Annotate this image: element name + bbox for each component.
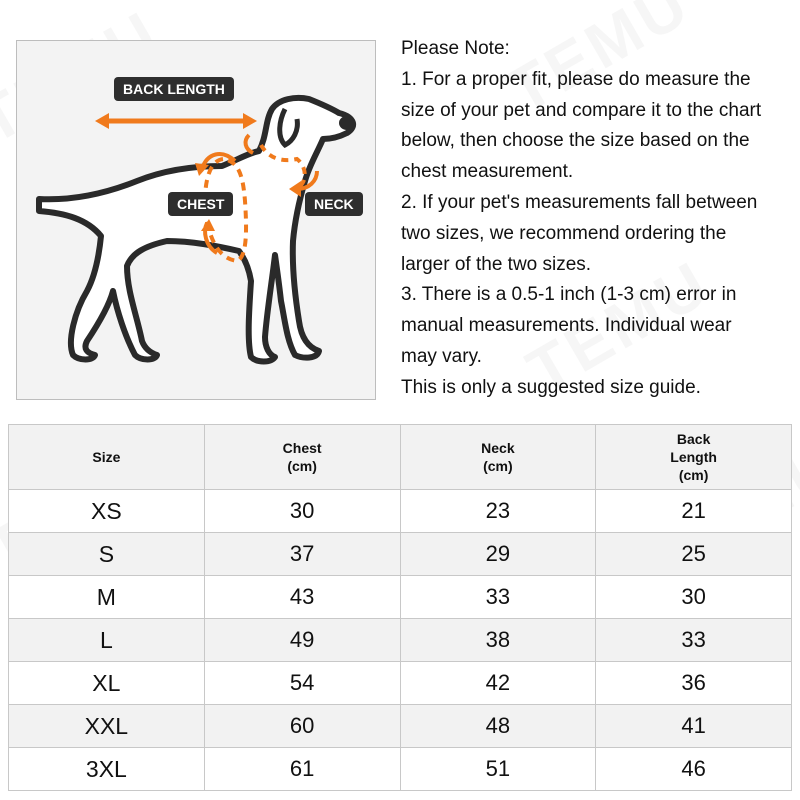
table-row (9, 533, 792, 576)
note-line: 2. If your pet's measurements fall between (401, 191, 758, 213)
neck-label: NECK (305, 192, 363, 216)
chest-cell: 61 (204, 748, 400, 791)
table-row (9, 662, 792, 705)
size-cell: XS (9, 490, 205, 533)
neck-cell: 38 (400, 619, 596, 662)
note-line: 1. For a proper fit, please do measure the (401, 68, 751, 90)
size-note (401, 34, 796, 404)
table-row (9, 705, 792, 748)
size-chart-table (8, 424, 792, 791)
header-back-length: Back Length (cm) (596, 425, 792, 490)
size-cell: 3XL (9, 748, 205, 791)
header-chest: Chest (cm) (204, 425, 400, 490)
back-length-cell: 36 (596, 662, 792, 705)
back-length-cell: 41 (596, 705, 792, 748)
note-line: two sizes, we recommend ordering the (401, 222, 727, 244)
note-line: may vary. (401, 345, 482, 367)
note-line: chest measurement. (401, 161, 574, 183)
note-line: This is only a suggested size guide. (401, 376, 701, 398)
table-row (9, 619, 792, 662)
size-cell: S (9, 533, 205, 576)
neck-cell: 23 (400, 490, 596, 533)
chest-cell: 37 (204, 533, 400, 576)
back-length-cell: 21 (596, 490, 792, 533)
chest-cell: 54 (204, 662, 400, 705)
table-row (9, 576, 792, 619)
back-length-cell: 30 (596, 576, 792, 619)
chest-label: CHEST (168, 192, 233, 216)
neck-cell: 29 (400, 533, 596, 576)
neck-cell: 48 (400, 705, 596, 748)
neck-cell: 51 (400, 748, 596, 791)
chest-cell: 43 (204, 576, 400, 619)
back-length-cell: 46 (596, 748, 792, 791)
neck-cell: 42 (400, 662, 596, 705)
size-cell: XL (9, 662, 205, 705)
chest-cell: 60 (204, 705, 400, 748)
table-row (9, 490, 792, 533)
chest-cell: 30 (204, 490, 400, 533)
note-line: manual measurements. Individual wear (401, 315, 732, 337)
note-line: below, then choose the size based on the (401, 130, 750, 152)
header-neck: Neck (cm) (400, 425, 596, 490)
back-length-cell: 33 (596, 619, 792, 662)
back-length-label: BACK LENGTH (114, 77, 234, 101)
note-line: larger of the two sizes. (401, 253, 592, 275)
size-cell: L (9, 619, 205, 662)
header-size: Size (9, 425, 205, 490)
back-length-cell: 25 (596, 533, 792, 576)
neck-cell: 33 (400, 576, 596, 619)
table-header-row (9, 425, 792, 490)
dog-measurement-illustration (16, 40, 376, 400)
note-line: 3. There is a 0.5-1 inch (1-3 cm) error in (401, 284, 737, 306)
table-row (9, 748, 792, 791)
size-cell: M (9, 576, 205, 619)
chest-cell: 49 (204, 619, 400, 662)
size-cell: XXL (9, 705, 205, 748)
note-line: size of your pet and compare it to the chart (401, 99, 762, 121)
note-line: Please Note: (401, 38, 510, 59)
